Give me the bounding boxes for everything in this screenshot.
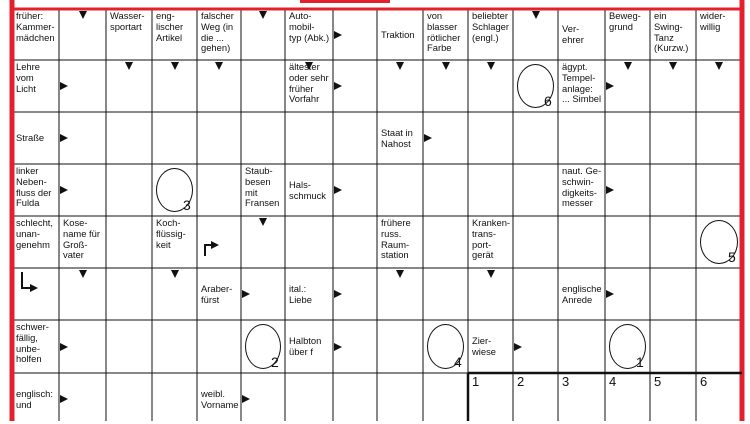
clue-text: ältester oder sehr früher Vorfahr [289, 61, 329, 105]
clue-text: ital.: Liebe [289, 282, 312, 305]
arrow-down-icon [171, 270, 179, 278]
clue-cell [286, 269, 332, 319]
clue-text: Kranken- trans- port- gerät [472, 217, 511, 261]
arrow-right-icon [242, 290, 250, 298]
arrow-down-icon [215, 62, 223, 70]
clue-cell [697, 10, 741, 59]
solution-circle-number: 1 [636, 354, 644, 370]
solution-circle-number: 6 [544, 93, 552, 109]
clue-text: Traktion [381, 28, 415, 40]
clue-cell [13, 113, 58, 163]
clue-cell [559, 165, 604, 215]
clue-text: schwer- fällig, unbe- holfen [16, 321, 49, 365]
solution-number: 2 [517, 374, 525, 389]
clue-text: englische Anrede [562, 282, 602, 305]
clue-cell [153, 217, 196, 267]
clue-text: von blasser rötlicher Farbe [427, 10, 461, 54]
clue-cell [469, 217, 512, 267]
clue-cell [13, 217, 58, 267]
arrow-right-icon [606, 290, 614, 298]
clue-cell [13, 61, 58, 111]
arrow-right-icon [606, 82, 614, 90]
arrow-down-icon [396, 62, 404, 70]
arrow-right-icon [60, 343, 68, 351]
arrow-down-icon [259, 11, 267, 19]
arrow-down-icon [79, 270, 87, 278]
clue-text: naut. Ge- schwin- digkeits- messer [562, 165, 602, 209]
solution-circle-number: 4 [454, 354, 462, 370]
arrow-right-icon [334, 186, 342, 194]
clue-cell [198, 10, 240, 59]
clue-text: Staat in Nahost [381, 126, 413, 149]
clue-text: schlecht, unan- genehm [16, 217, 53, 250]
clue-cell [378, 10, 422, 59]
clue-text: Beweg- grund [609, 10, 641, 32]
arrow-down-icon [171, 62, 179, 70]
clue-cell [13, 374, 58, 424]
clue-text: linker Neben- fluss der Fulda [16, 165, 52, 209]
clue-cell [13, 165, 58, 215]
arrow-right-icon [242, 395, 250, 403]
clue-cell [559, 61, 604, 111]
clue-text: wider- willig [700, 10, 726, 32]
clue-cell [286, 165, 332, 215]
arrow-down-icon [442, 62, 450, 70]
clue-text: beliebter Schlager (engl.) [472, 10, 510, 43]
solution-circle-number: 2 [271, 354, 279, 370]
solution-circle-number: 3 [183, 197, 191, 213]
arrow-down-icon [125, 62, 133, 70]
clue-cell [606, 10, 649, 59]
clue-cell [198, 269, 240, 319]
arrow-down-icon [259, 218, 267, 226]
clue-cell [286, 10, 332, 59]
clue-cell [13, 321, 58, 372]
clue-text: englisch: und [16, 387, 54, 410]
clue-text: früher: Kammer- mädchen [16, 10, 55, 43]
arrow-right-icon [60, 395, 68, 403]
arrow-right-icon [334, 31, 342, 39]
clue-cell [559, 10, 604, 59]
clue-cell [651, 10, 695, 59]
clue-text: falscher Weg (in die ... gehen) [201, 10, 234, 54]
solution-number: 3 [562, 374, 570, 389]
clue-cell [60, 217, 105, 267]
clue-text: Straße [16, 132, 45, 144]
clue-text: Koch- flüssig- keit [156, 217, 186, 250]
clue-text: eng- lischer Artikel [156, 10, 184, 43]
clue-text: Staub- besen mit Fransen [245, 165, 280, 209]
clue-cell [13, 10, 58, 59]
arrow-right-icon [60, 134, 68, 142]
clue-cell [286, 321, 332, 372]
clue-text: weibl. Vorname [201, 387, 239, 410]
clue-text: Auto- mobil- typ (Abk.) [289, 10, 330, 43]
clue-cell [107, 10, 151, 59]
arrow-down-icon [305, 62, 313, 70]
arrow-down-icon [715, 62, 723, 70]
clue-text: Zier- wiese [472, 335, 496, 357]
arrow-right-icon [424, 134, 432, 142]
solution-number: 1 [472, 374, 480, 389]
solution-number: 4 [609, 374, 617, 389]
arrow-down-icon [487, 270, 495, 278]
clue-cell [469, 321, 512, 372]
clue-cell [242, 165, 284, 215]
arrow-right-icon [606, 186, 614, 194]
arrow-down-icon [487, 62, 495, 70]
clue-text: Halbton über f [289, 335, 322, 357]
arrow-right-icon [514, 343, 522, 351]
arrow-down-icon [79, 11, 87, 19]
solution-number: 5 [654, 374, 662, 389]
arrow-down-icon [624, 62, 632, 70]
solution-number: 6 [700, 374, 708, 389]
clue-text: ägypt. Tempel- anlage: ... Simbel [562, 61, 602, 105]
clue-text: Araber- fürst [201, 282, 233, 305]
clue-text: Hals- schmuck [289, 178, 326, 201]
arrow-right-icon [60, 186, 68, 194]
clue-text: Ver- ehrer [562, 23, 584, 45]
solution-circle-number: 5 [728, 249, 736, 265]
clue-text: Kose- name für Groß- vater [63, 217, 100, 261]
clue-cell [198, 374, 240, 424]
clue-cell [469, 10, 512, 59]
arrow-right-icon [60, 82, 68, 90]
clue-cell [378, 113, 422, 163]
clue-cell [424, 10, 467, 59]
clue-text: Lehre vom Licht [16, 61, 40, 94]
arrow-right-icon [334, 343, 342, 351]
arrow-down-icon [396, 270, 404, 278]
clue-cell [378, 217, 422, 267]
arrow-right-icon [334, 82, 342, 90]
clue-text: ein Swing- Tanz (Kurzw.) [654, 10, 689, 54]
clue-cell [559, 269, 604, 319]
clue-text: Wasser- sportart [110, 10, 145, 32]
arrow-down-icon [669, 62, 677, 70]
clue-text: frühere russ. Raum- station [381, 217, 411, 261]
arrow-right-icon [334, 290, 342, 298]
clue-cell [153, 10, 196, 59]
arrow-down-icon [532, 11, 540, 19]
